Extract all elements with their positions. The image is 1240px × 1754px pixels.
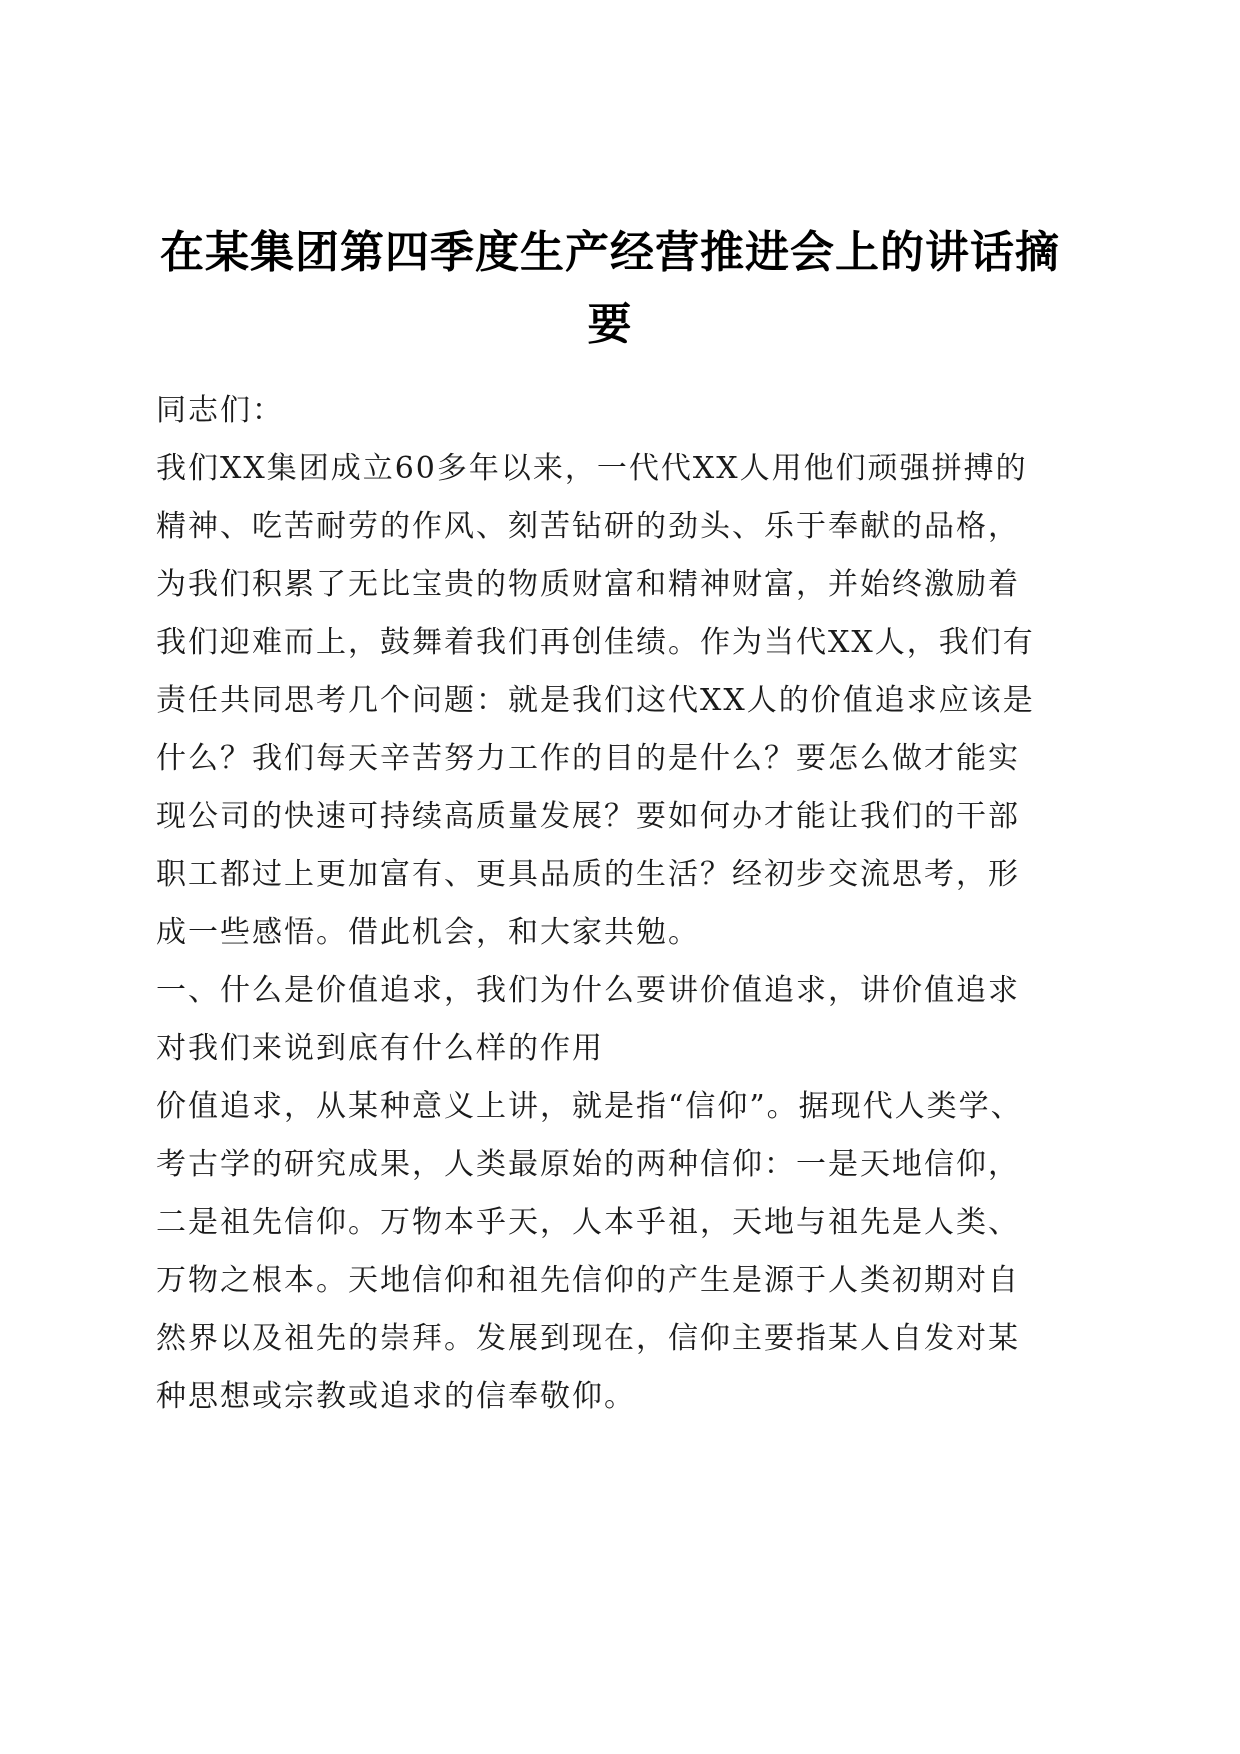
body-line: 我们XX集团成立60多年以来，一代代XX人用他们顽强拼搏的 xyxy=(156,451,1028,486)
title-line: 要 xyxy=(587,299,633,351)
body-line: 精神、吃苦耐劳的作风、刻苦钻研的劲头、乐于奉献的品格， xyxy=(156,509,1020,544)
body-line: 我们迎难而上，鼓舞着我们再创佳绩。作为当代XX人，我们有 xyxy=(156,625,1035,660)
document-body xyxy=(156,382,1096,1426)
body-line: 什么？我们每天辛苦努力工作的目的是什么？要怎么做才能实 xyxy=(156,741,1020,776)
body-line: 为我们积累了无比宝贵的物质财富和精神财富，并始终激励着 xyxy=(156,567,1020,602)
body-line: 二是祖先信仰。万物本乎天，人本乎祖，天地与祖先是人类、 xyxy=(156,1205,1020,1240)
section-heading-line: 对我们来说到底有什么样的作用 xyxy=(156,1031,604,1066)
document-title xyxy=(130,217,1090,361)
body-line: 然界以及祖先的崇拜。发展到现在，信仰主要指某人自发对某 xyxy=(156,1321,1020,1356)
body-line: 价值追求，从某种意义上讲，就是指“信仰”。据现代人类学、 xyxy=(156,1089,1023,1124)
body-line: 万物之根本。天地信仰和祖先信仰的产生是源于人类初期对自 xyxy=(156,1263,1020,1298)
body-line: 考古学的研究成果，人类最原始的两种信仰：一是天地信仰， xyxy=(156,1147,1020,1182)
salutation: 同志们： xyxy=(156,393,284,428)
body-line: 现公司的快速可持续高质量发展？要如何办才能让我们的干部 xyxy=(156,799,1020,834)
body-line: 职工都过上更加富有、更具品质的生活？经初步交流思考，形 xyxy=(156,857,1020,892)
body-line: 种思想或宗教或追求的信奉敬仰。 xyxy=(156,1379,636,1414)
title-line: 在某集团第四季度生产经营推进会上的讲话摘 xyxy=(160,227,1060,279)
body-line: 成一些感悟。借此机会，和大家共勉。 xyxy=(156,915,700,950)
section-heading-line: 一、什么是价值追求，我们为什么要讲价值追求，讲价值追求 xyxy=(156,973,1020,1008)
body-line: 责任共同思考几个问题：就是我们这代XX人的价值追求应该是 xyxy=(156,683,1035,718)
